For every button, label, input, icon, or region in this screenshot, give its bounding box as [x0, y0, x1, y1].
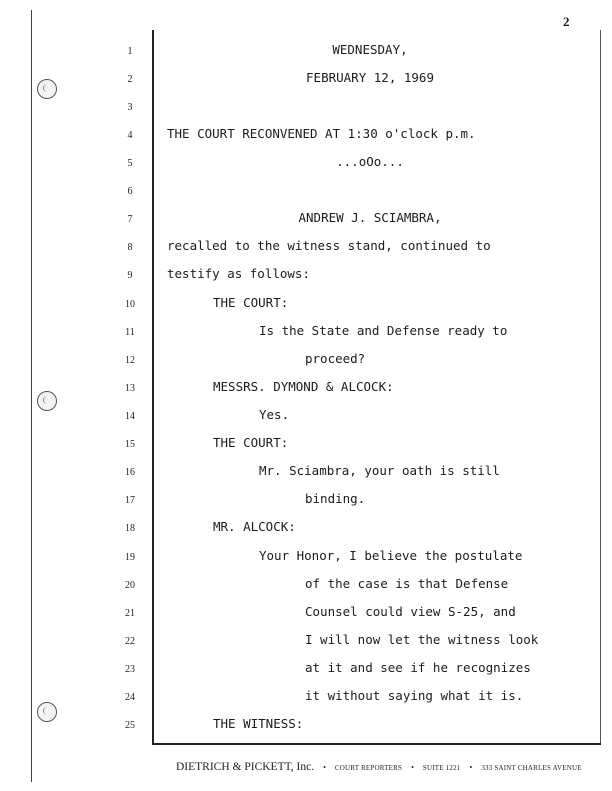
line-number: 23	[125, 664, 135, 675]
line-number: 6	[127, 186, 133, 197]
line-number: 2	[127, 74, 133, 85]
speaker-label: THE COURT:	[213, 435, 289, 450]
footer-separator-dot: •	[469, 763, 473, 772]
transcript-line: it without saying what it is.	[305, 688, 524, 703]
line-number: 18	[125, 523, 135, 534]
line-number: 20	[125, 580, 135, 591]
transcript-frame-bottom	[152, 743, 601, 745]
footer-separator-dot: •	[323, 763, 326, 772]
speaker-label: MESSRS. DYMOND & ALCOCK:	[213, 379, 394, 394]
transcript-line: testify as follows:	[167, 266, 310, 281]
line-number: 13	[125, 383, 135, 394]
transcript-line: proceed?	[305, 351, 366, 366]
line-number: 8	[127, 242, 133, 253]
punch-hole-top	[37, 79, 57, 99]
line-number: 10	[125, 299, 135, 310]
line-number: 15	[125, 439, 135, 450]
line-number: 16	[125, 467, 135, 478]
page-number: 2	[563, 14, 570, 29]
transcript-frame-left	[152, 30, 154, 744]
witness-name-heading: ANDREW J. SCIAMBRA,	[298, 210, 442, 225]
line-number: 12	[125, 355, 135, 366]
reconvened-line: THE COURT RECONVENED AT 1:30 o'clock p.m.	[167, 126, 476, 141]
firm-address: 333 SAINT CHARLES AVENUE	[481, 764, 582, 772]
line-number: 22	[125, 636, 135, 647]
transcript-line: Yes.	[259, 407, 290, 422]
line-number: 11	[125, 327, 135, 338]
line-number: 21	[125, 608, 135, 619]
punch-hole-middle	[37, 391, 57, 411]
reporter-footer	[176, 757, 596, 775]
firm-suite: SUITE 1221	[422, 764, 461, 772]
left-margin-rule	[31, 10, 32, 782]
transcript-line: I will now let the witness look	[305, 632, 539, 647]
speaker-label: THE COURT:	[213, 295, 289, 310]
line-number: 25	[125, 720, 135, 731]
transcript-frame-right	[600, 30, 601, 744]
line-number: 1	[127, 46, 133, 57]
line-number: 3	[127, 102, 133, 113]
session-date: FEBRUARY 12, 1969	[306, 70, 434, 85]
punch-hole-bottom	[37, 702, 57, 722]
transcript-line: Counsel could view S-25, and	[305, 604, 516, 619]
speaker-label: MR. ALCOCK:	[213, 519, 296, 534]
footer-separator-dot: •	[411, 763, 414, 772]
firm-name: DIETRICH & PICKETT, Inc.	[176, 761, 315, 773]
transcript-line: binding.	[305, 491, 366, 506]
firm-role: COURT REPORTERS	[334, 764, 403, 772]
line-number: 7	[127, 214, 133, 225]
line-number: 5	[127, 158, 133, 169]
transcript-line: Mr. Sciambra, your oath is still	[259, 463, 500, 478]
transcript-line: at it and see if he recognizes	[305, 660, 531, 675]
session-day: WEDNESDAY,	[332, 42, 408, 57]
transcript-line: Is the State and Defense ready to	[259, 323, 508, 338]
line-number: 4	[127, 130, 133, 141]
section-separator: ...oOo...	[336, 154, 404, 169]
speaker-label: THE WITNESS:	[213, 716, 304, 731]
transcript-line: Your Honor, I believe the postulate	[259, 548, 523, 563]
line-number: 9	[127, 270, 133, 281]
transcript-line: recalled to the witness stand, continued to	[167, 238, 491, 253]
line-number: 24	[125, 692, 135, 703]
transcript-line: of the case is that Defense	[305, 576, 509, 591]
line-number: 17	[125, 495, 135, 506]
line-number: 14	[125, 411, 135, 422]
line-number: 19	[125, 552, 135, 563]
